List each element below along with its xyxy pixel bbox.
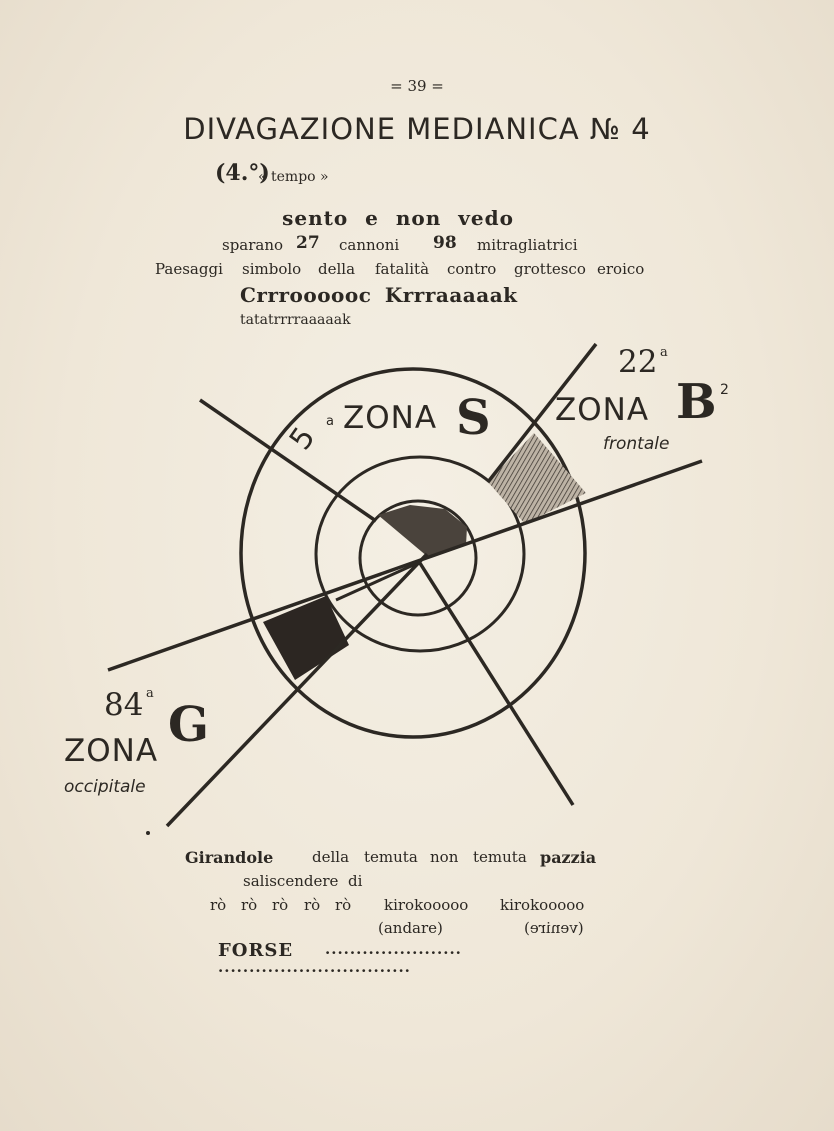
heading-sento-e-non-vedo: sento e non vedo: [282, 206, 514, 230]
zone-s-ordinal: 5: [282, 420, 323, 457]
zone-g-word: ZONA: [64, 733, 159, 769]
page-number: = 39 =: [390, 77, 444, 95]
dot-leader-2: ...............................: [218, 958, 411, 976]
word-della: della: [318, 260, 356, 278]
word-non: non: [430, 848, 459, 866]
zone-g-sup: a: [146, 686, 154, 701]
zone-b-ordinal: 22: [618, 344, 658, 380]
word-saliscendere: saliscendere: [243, 872, 339, 890]
line-lower-left: [167, 554, 427, 826]
word-kirokooooo-2: kirokooooo: [500, 896, 585, 914]
number-27: 27: [296, 233, 320, 253]
word-kirokooooo-1: kirokooooo: [384, 896, 469, 914]
zone-b-word: ZONA: [555, 392, 650, 428]
zone-b-letter: B: [676, 374, 717, 430]
zone-g-letter: G: [168, 697, 209, 753]
word-paesaggi: Paesaggi: [155, 260, 223, 278]
word-forse: FORSE: [218, 940, 294, 961]
word-sparano: sparano: [222, 236, 284, 254]
word-simbolo: simbolo: [242, 260, 302, 278]
ink-dot: [146, 831, 150, 835]
line-inner-spoke: [336, 562, 420, 600]
line-lower-right: [418, 560, 573, 805]
word-ro-5: rò: [335, 896, 352, 914]
word-andare: (andare): [378, 919, 443, 937]
word-grottesco: grottesco: [514, 260, 586, 278]
onomatopoeia-crrroooooc: Crrroooooc Krrraaaaak: [240, 283, 518, 307]
number-98: 98: [433, 233, 457, 253]
page-title: DIVAGAZIONE MEDIANICA № 4: [183, 112, 651, 146]
word-ro-2: rò: [241, 896, 258, 914]
upper-right-hatched-sector: [488, 433, 586, 524]
zone-g-ordinal: 84: [104, 687, 144, 723]
word-venire-mirrored: [524, 919, 584, 937]
venire-mirrored-text: (venire): [524, 919, 584, 937]
word-ro-4: rò: [304, 896, 321, 914]
word-ro-1: rò: [210, 896, 227, 914]
word-eroico: eroico: [597, 260, 645, 278]
line-long-diagonal: [108, 461, 702, 670]
zone-b-exponent: 2: [720, 382, 729, 398]
lower-left-shaded-sector: [263, 596, 349, 680]
word-temuta-2: temuta: [473, 848, 527, 866]
word-girandole: Girandole: [185, 848, 274, 867]
zone-b-region: frontale: [603, 434, 670, 454]
word-temuta-1: temuta: [364, 848, 418, 866]
tempo-label: « tempo »: [258, 169, 329, 185]
word-di: di: [348, 872, 363, 890]
word-ro-3: rò: [272, 896, 289, 914]
zone-g-region: occipitale: [64, 777, 146, 797]
word-pazzia: pazzia: [540, 848, 597, 867]
dot-leader-1: ......................: [325, 940, 462, 958]
zone-s-word: ZONA: [343, 400, 438, 436]
word-mitragliatrici: mitragliatrici: [477, 236, 578, 254]
zone-s-letter: S: [456, 390, 491, 446]
word-della-2: della: [312, 848, 350, 866]
zone-b-sup: a: [660, 345, 668, 360]
word-fatalita: fatalità: [375, 260, 430, 278]
tempo-number: (4.°): [215, 160, 270, 186]
word-contro: contro: [447, 260, 497, 278]
zone-s-sup: a: [326, 414, 334, 429]
word-cannoni: cannoni: [339, 236, 400, 254]
onomatopoeia-tatatrrrr: tatatrrrraaaaak: [240, 312, 351, 328]
